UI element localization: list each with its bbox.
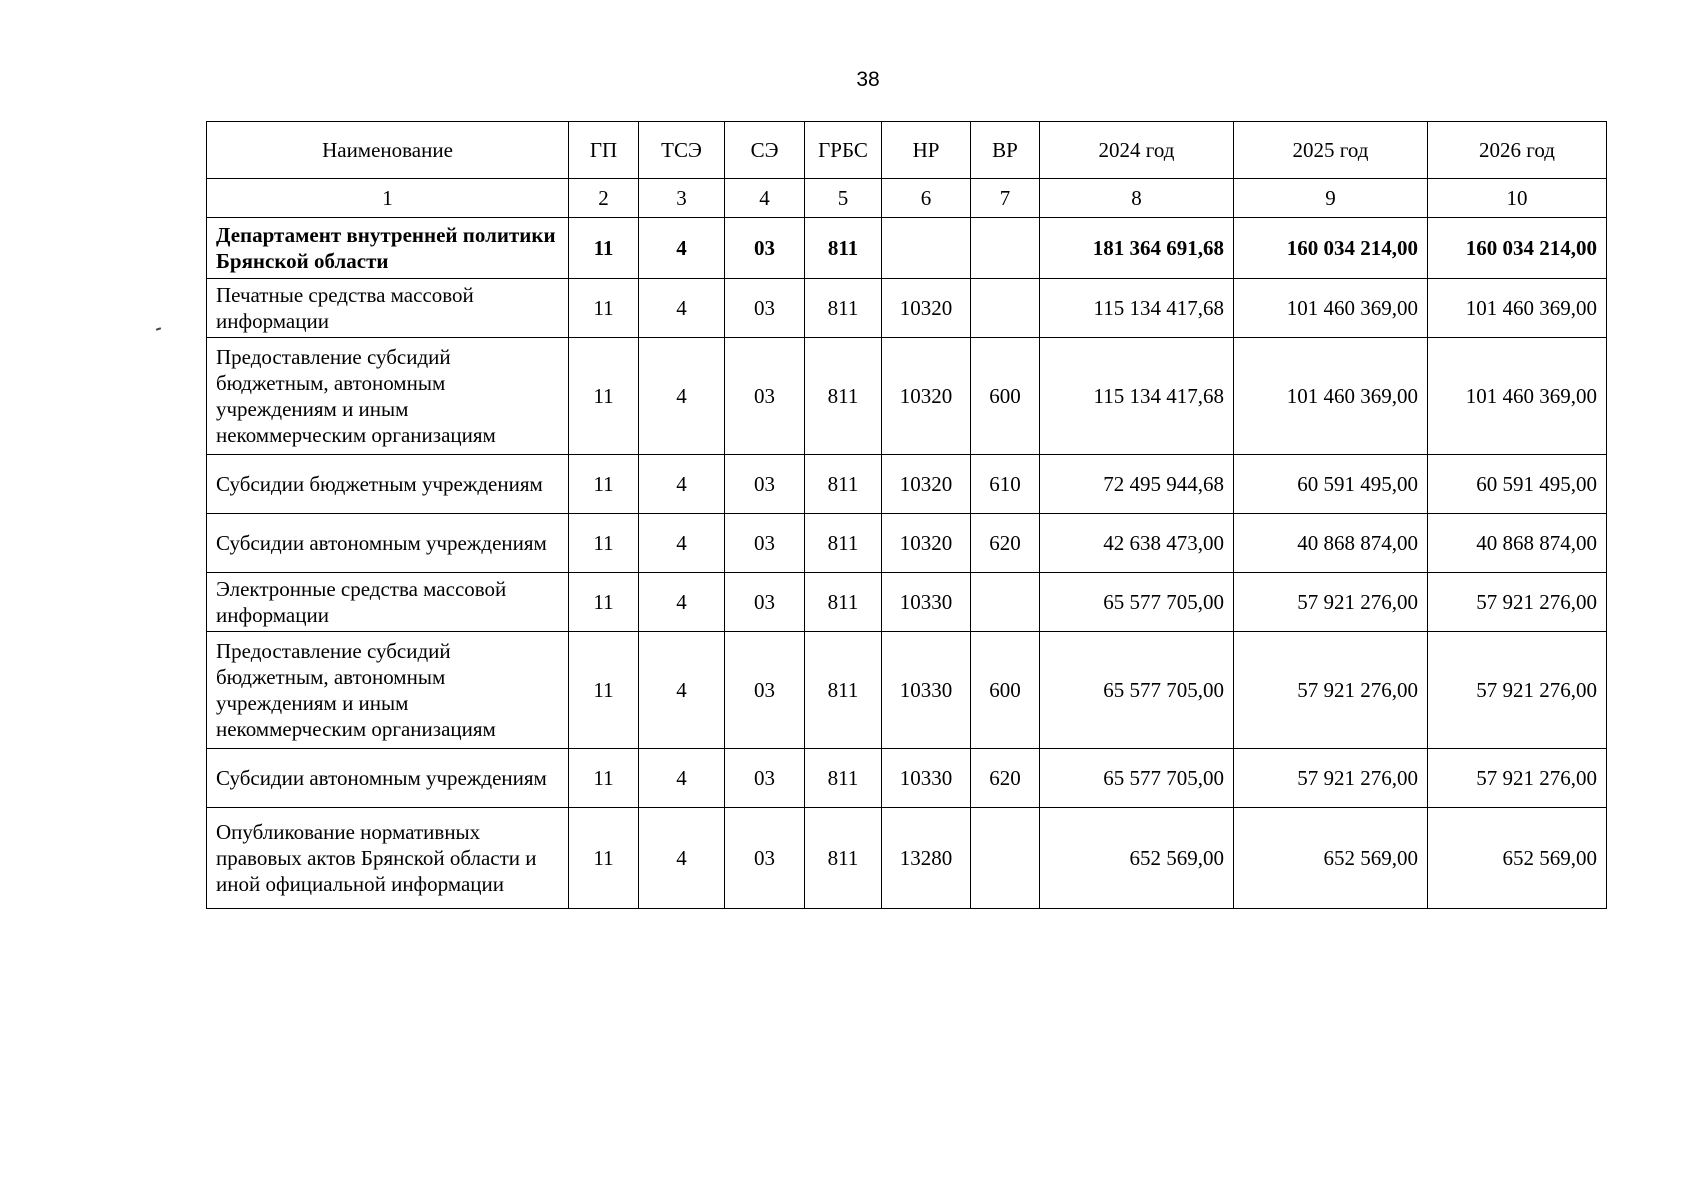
cell-2026: 57 921 276,00: [1428, 749, 1607, 808]
cell-vr: 620: [971, 749, 1040, 808]
cell-2025: 101 460 369,00: [1234, 338, 1428, 455]
cell-nr: 10320: [882, 279, 971, 338]
header-vr: ВР: [971, 122, 1040, 179]
cell-2024: 65 577 705,00: [1040, 573, 1234, 632]
header-grbs: ГРБС: [805, 122, 882, 179]
page-number: 38: [856, 68, 880, 91]
cell-2025: 57 921 276,00: [1234, 573, 1428, 632]
cell-se: 03: [725, 218, 805, 279]
table-row: [207, 455, 1607, 514]
column-number: 7: [971, 179, 1040, 218]
table-row: [207, 808, 1607, 909]
cell-gp: 11: [569, 808, 639, 909]
budget-table: [206, 121, 1607, 909]
header-gp: ГП: [569, 122, 639, 179]
cell-name: Предоставление субсидий бюджетным, автономным учреждениям и иным некоммерческим организациям: [207, 632, 569, 749]
cell-2024: 65 577 705,00: [1040, 632, 1234, 749]
cell-grbs: 811: [805, 279, 882, 338]
cell-se: 03: [725, 573, 805, 632]
cell-2025: 160 034 214,00: [1234, 218, 1428, 279]
cell-gp: 11: [569, 338, 639, 455]
cell-grbs: 811: [805, 573, 882, 632]
cell-nr: 10330: [882, 573, 971, 632]
header-2026: 2026 год: [1428, 122, 1607, 179]
cell-2025: 57 921 276,00: [1234, 632, 1428, 749]
cell-se: 03: [725, 808, 805, 909]
cell-gp: 11: [569, 514, 639, 573]
cell-grbs: 811: [805, 808, 882, 909]
table-row: [207, 573, 1607, 632]
cell-vr: 620: [971, 514, 1040, 573]
cell-name: Департамент внутренней политики Брянской области: [207, 218, 569, 279]
cell-gp: 11: [569, 632, 639, 749]
table-row: [207, 338, 1607, 455]
cell-vr: 610: [971, 455, 1040, 514]
cell-2026: 652 569,00: [1428, 808, 1607, 909]
header-2025: 2025 год: [1234, 122, 1428, 179]
cell-2024: 42 638 473,00: [1040, 514, 1234, 573]
cell-2025: 101 460 369,00: [1234, 279, 1428, 338]
cell-se: 03: [725, 514, 805, 573]
cell-nr: 13280: [882, 808, 971, 909]
scan-mark: [156, 327, 161, 331]
table-row: [207, 218, 1607, 279]
cell-nr: 10330: [882, 749, 971, 808]
table-row: [207, 632, 1607, 749]
cell-grbs: 811: [805, 338, 882, 455]
cell-vr: 600: [971, 632, 1040, 749]
cell-2026: 57 921 276,00: [1428, 632, 1607, 749]
cell-2025: 60 591 495,00: [1234, 455, 1428, 514]
cell-tse: 4: [639, 749, 725, 808]
cell-tse: 4: [639, 808, 725, 909]
column-number: 3: [639, 179, 725, 218]
column-number: 9: [1234, 179, 1428, 218]
cell-tse: 4: [639, 218, 725, 279]
cell-gp: 11: [569, 218, 639, 279]
column-number: 5: [805, 179, 882, 218]
cell-2024: 72 495 944,68: [1040, 455, 1234, 514]
header-row: [207, 122, 1607, 179]
cell-tse: 4: [639, 455, 725, 514]
cell-grbs: 811: [805, 514, 882, 573]
cell-vr: [971, 808, 1040, 909]
column-number: 4: [725, 179, 805, 218]
cell-se: 03: [725, 455, 805, 514]
cell-2025: 57 921 276,00: [1234, 749, 1428, 808]
cell-tse: 4: [639, 514, 725, 573]
cell-gp: 11: [569, 573, 639, 632]
cell-2024: 115 134 417,68: [1040, 338, 1234, 455]
cell-2026: 160 034 214,00: [1428, 218, 1607, 279]
cell-name: Субсидии автономным учреждениям: [207, 514, 569, 573]
cell-2025: 652 569,00: [1234, 808, 1428, 909]
header-2024: 2024 год: [1040, 122, 1234, 179]
cell-se: 03: [725, 338, 805, 455]
cell-2025: 40 868 874,00: [1234, 514, 1428, 573]
column-number: 2: [569, 179, 639, 218]
cell-name: Опубликование нормативных правовых актов Брянской области и иной официальной информации: [207, 808, 569, 909]
cell-vr: 600: [971, 338, 1040, 455]
cell-vr: [971, 218, 1040, 279]
cell-grbs: 811: [805, 632, 882, 749]
table-row: [207, 514, 1607, 573]
table-row: [207, 749, 1607, 808]
header-se: СЭ: [725, 122, 805, 179]
cell-se: 03: [725, 279, 805, 338]
cell-tse: 4: [639, 279, 725, 338]
column-number: 6: [882, 179, 971, 218]
cell-vr: [971, 573, 1040, 632]
cell-tse: 4: [639, 632, 725, 749]
cell-2024: 181 364 691,68: [1040, 218, 1234, 279]
cell-nr: 10320: [882, 338, 971, 455]
cell-2026: 57 921 276,00: [1428, 573, 1607, 632]
cell-name: Электронные средства массовой информации: [207, 573, 569, 632]
cell-2026: 101 460 369,00: [1428, 338, 1607, 455]
cell-nr: [882, 218, 971, 279]
cell-vr: [971, 279, 1040, 338]
cell-2024: 652 569,00: [1040, 808, 1234, 909]
cell-2026: 40 868 874,00: [1428, 514, 1607, 573]
cell-se: 03: [725, 749, 805, 808]
cell-se: 03: [725, 632, 805, 749]
cell-name: Печатные средства массовой информации: [207, 279, 569, 338]
cell-2026: 101 460 369,00: [1428, 279, 1607, 338]
cell-name: Субсидии бюджетным учреждениям: [207, 455, 569, 514]
cell-nr: 10330: [882, 632, 971, 749]
cell-name: Предоставление субсидий бюджетным, автономным учреждениям и иным некоммерческим организациям: [207, 338, 569, 455]
header-name: Наименование: [207, 122, 569, 179]
cell-grbs: 811: [805, 455, 882, 514]
column-number: 1: [207, 179, 569, 218]
cell-gp: 11: [569, 455, 639, 514]
cell-name: Субсидии автономным учреждениям: [207, 749, 569, 808]
cell-tse: 4: [639, 338, 725, 455]
column-number: 8: [1040, 179, 1234, 218]
cell-2024: 65 577 705,00: [1040, 749, 1234, 808]
cell-2026: 60 591 495,00: [1428, 455, 1607, 514]
cell-tse: 4: [639, 573, 725, 632]
cell-grbs: 811: [805, 749, 882, 808]
cell-gp: 11: [569, 279, 639, 338]
header-tse: ТСЭ: [639, 122, 725, 179]
header-nr: НР: [882, 122, 971, 179]
cell-gp: 11: [569, 749, 639, 808]
column-number: 10: [1428, 179, 1607, 218]
column-number-row: [207, 179, 1607, 218]
cell-2024: 115 134 417,68: [1040, 279, 1234, 338]
cell-grbs: 811: [805, 218, 882, 279]
cell-nr: 10320: [882, 514, 971, 573]
table-row: [207, 279, 1607, 338]
cell-nr: 10320: [882, 455, 971, 514]
